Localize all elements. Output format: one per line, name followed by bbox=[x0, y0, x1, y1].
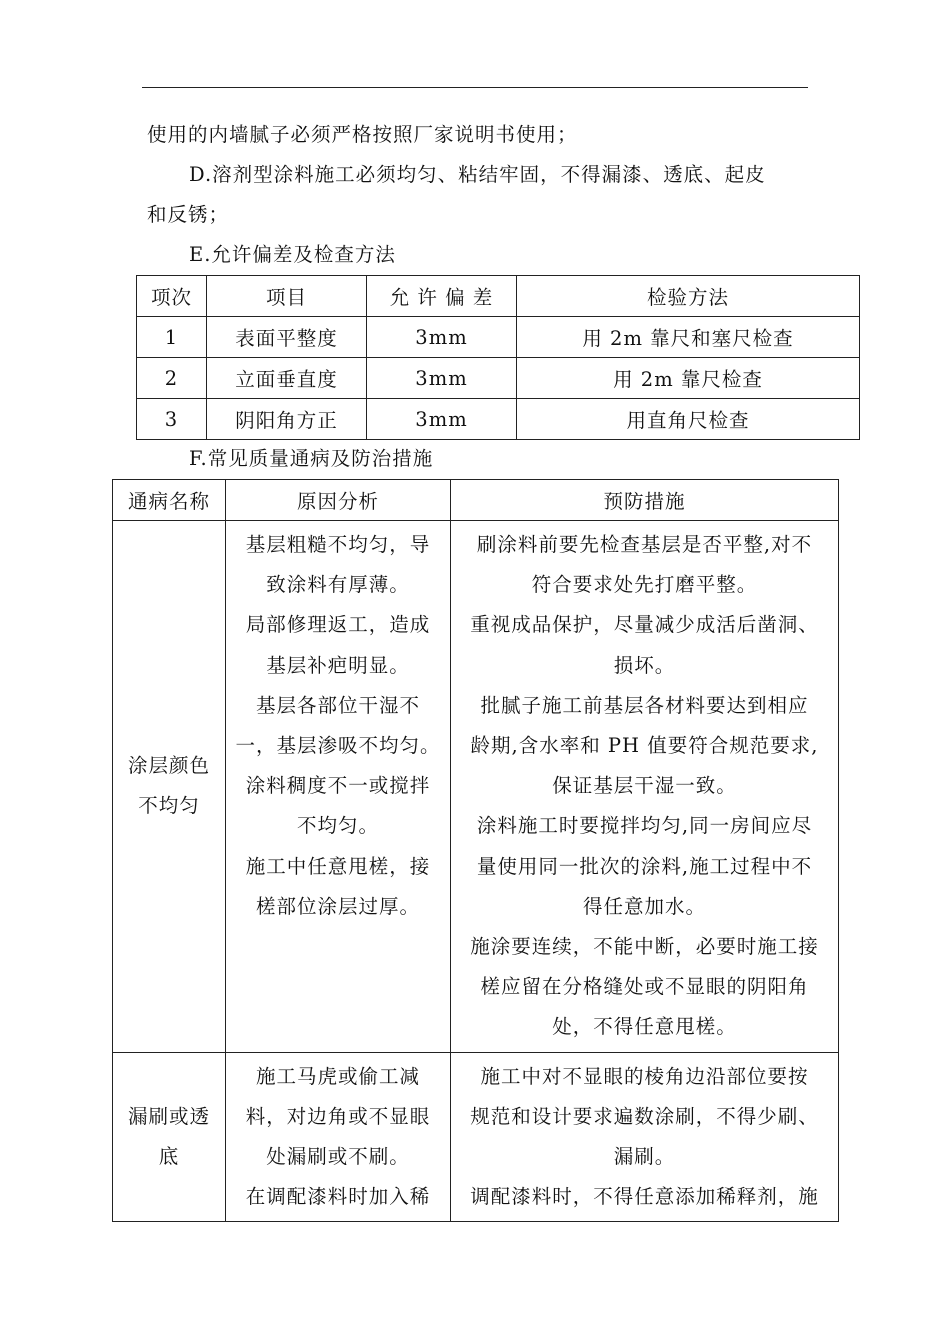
cause-cell bbox=[226, 1052, 451, 1222]
table-header-row bbox=[137, 276, 860, 317]
cell-line: 涂层颜色 bbox=[127, 754, 210, 778]
table-row bbox=[137, 358, 860, 399]
cell-no: 3 bbox=[137, 399, 207, 440]
table-row bbox=[137, 317, 860, 358]
header-rule bbox=[142, 87, 808, 88]
cell-line: 基层各部位干湿不 bbox=[255, 693, 420, 717]
cell-line: 刷涂料前要先检查基层是否平整,对不 bbox=[476, 533, 813, 556]
cell-line: 料，对边角或不显眼 bbox=[245, 1104, 431, 1128]
section-f-title: F.常见质量通病及防治措施 bbox=[189, 447, 434, 470]
cell-line: 漏刷或透 bbox=[127, 1104, 210, 1128]
cell-line: 在调配漆料时加入稀 bbox=[245, 1185, 431, 1209]
cell-line: 施涂要连续，不能中断，必要时施工接 bbox=[470, 935, 819, 959]
cell-line: 涂料稠度不一或搅拌 bbox=[245, 774, 431, 798]
table-row bbox=[137, 399, 860, 440]
cell-line: 不均匀。 bbox=[296, 814, 379, 838]
cell-line: 重视成品保护，尽量减少成活后凿洞、 bbox=[470, 613, 819, 637]
cell-method: 用直角尺检查 bbox=[517, 399, 860, 440]
cell-line: 致涂料有厚薄。 bbox=[266, 573, 410, 597]
cell-tolerance: 3mm bbox=[367, 399, 517, 440]
cell-method: 用 2m 靠尺和塞尺检查 bbox=[517, 317, 860, 358]
defects-table bbox=[112, 479, 839, 1222]
cell-no: 1 bbox=[137, 317, 207, 358]
cell-line: 基层粗糙不均匀，导 bbox=[245, 533, 431, 556]
paragraph-d: D.溶剂型涂料施工必须均匀、粘结牢固，不得漏漆、透底、起皮 bbox=[189, 163, 766, 186]
cell-line: 涂料施工时要搅拌均匀,同一房间应尽 bbox=[476, 814, 813, 838]
cell-tolerance: 3mm bbox=[367, 317, 517, 358]
defect-name-cell bbox=[113, 521, 226, 1053]
cell-line: 施工中对不显眼的棱角边沿部位要按 bbox=[480, 1064, 809, 1088]
cell-item: 立面垂直度 bbox=[207, 358, 367, 399]
cell-line: 基层补疤明显。 bbox=[266, 653, 410, 677]
table-row bbox=[113, 521, 839, 1053]
header-cell: 原因分析 bbox=[226, 480, 451, 521]
cause-cell bbox=[226, 521, 451, 1053]
cell-method: 用 2m 靠尺检查 bbox=[517, 358, 860, 399]
header-cell: 预防措施 bbox=[451, 480, 839, 521]
header-cell: 通病名称 bbox=[113, 480, 226, 521]
cell-line: 调配漆料时，不得任意添加稀释剂，施 bbox=[470, 1185, 819, 1209]
section-e-title: E.允许偏差及检查方法 bbox=[189, 243, 396, 266]
cell-item: 阴阳角方正 bbox=[207, 399, 367, 440]
defect-name-cell bbox=[113, 1052, 226, 1222]
cell-tolerance: 3mm bbox=[367, 358, 517, 399]
header-cell: 检验方法 bbox=[517, 276, 860, 317]
cell-line: 符合要求处先打磨平整。 bbox=[531, 573, 758, 597]
cell-line: 底 bbox=[158, 1145, 180, 1169]
cell-line: 保证基层干湿一致。 bbox=[552, 774, 737, 798]
cell-line: 施工中任意甩槎，接 bbox=[245, 854, 431, 878]
header-cell: 项次 bbox=[137, 276, 207, 317]
cell-line: 一，基层渗吸不均匀。 bbox=[235, 734, 441, 758]
cell-line: 不均匀 bbox=[138, 794, 200, 818]
table-header-row bbox=[113, 480, 839, 521]
cell-line: 槎应留在分格缝处或不显眼的阴阳角 bbox=[480, 975, 809, 999]
measure-cell bbox=[451, 1052, 839, 1222]
cell-line: 漏刷。 bbox=[613, 1145, 676, 1169]
cell-line: 批腻子施工前基层各材料要达到相应 bbox=[480, 693, 809, 717]
table-row bbox=[113, 1052, 839, 1222]
paragraph-d-cont: 和反锈； bbox=[147, 203, 230, 226]
cell-line: 槎部位涂层过厚。 bbox=[255, 894, 420, 918]
header-cell: 项目 bbox=[207, 276, 367, 317]
paragraph-putty: 使用的内墙腻子必须严格按照厂家说明书使用； bbox=[147, 123, 578, 146]
cell-line: 处漏刷或不刷。 bbox=[266, 1145, 410, 1169]
header-cell: 允 许 偏 差 bbox=[367, 276, 517, 317]
cell-line: 局部修理返工，造成 bbox=[245, 613, 431, 637]
cell-line: 量使用同一批次的涂料,施工过程中不 bbox=[476, 854, 813, 878]
cell-no: 2 bbox=[137, 358, 207, 399]
cell-line: 处，不得任意甩槎。 bbox=[552, 1015, 737, 1039]
tolerance-table bbox=[136, 275, 860, 440]
cell-line: 龄期,含水率和 PH 值要符合规范要求, bbox=[470, 734, 819, 758]
cell-line: 规范和设计要求遍数涂刷，不得少刷、 bbox=[470, 1104, 819, 1128]
cell-item: 表面平整度 bbox=[207, 317, 367, 358]
cell-line: 得任意加水。 bbox=[582, 894, 706, 918]
measure-cell bbox=[451, 521, 839, 1053]
cell-line: 施工马虎或偷工减 bbox=[255, 1064, 420, 1088]
cell-line: 损坏。 bbox=[613, 653, 676, 677]
